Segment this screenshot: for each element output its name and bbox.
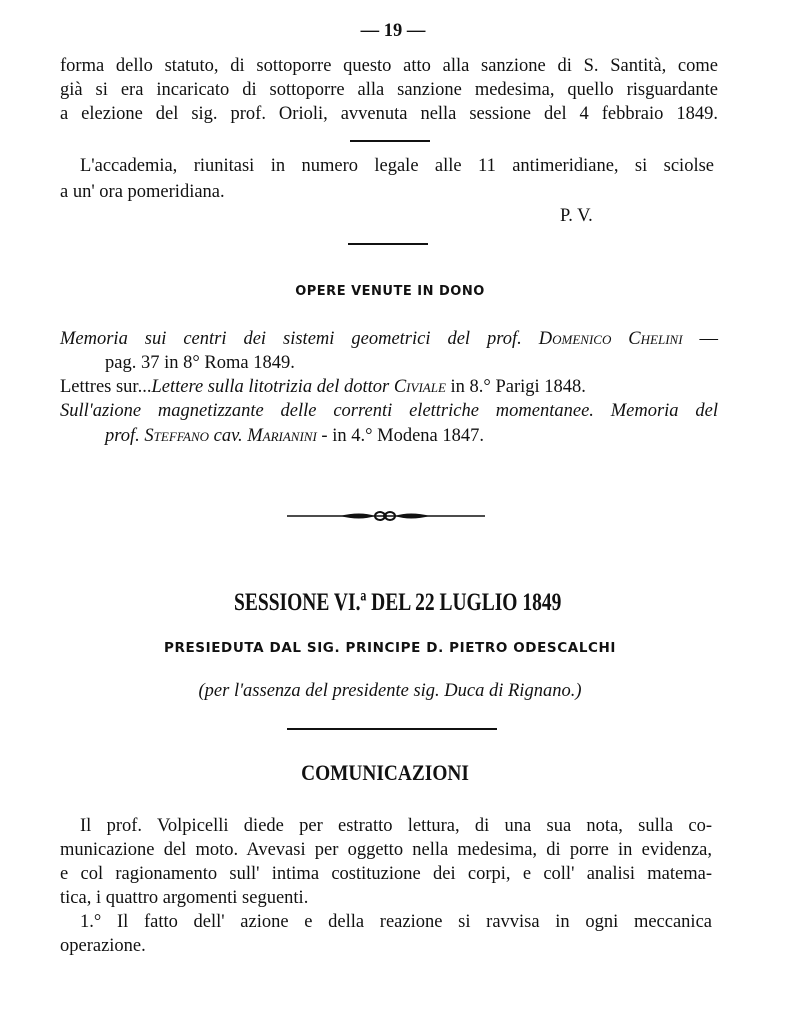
divider: [350, 140, 430, 142]
page-number: — 19 —: [360, 21, 426, 41]
gift-author: Civiale: [393, 377, 446, 397]
gift-title: Memoria sui centri dei sistemi geometrici del prof.: [60, 329, 522, 349]
intro-line: già si era incaricato di sottoporre alla sanzione medesima, quello risguardante: [60, 80, 718, 100]
divider: [348, 243, 428, 245]
closing-line: a un' ora pomeridiana.: [60, 182, 225, 202]
gift-cav: cav.: [213, 426, 243, 446]
body-line: 1.° Il fatto dell' azione e della reazione si ravvisa in ogni meccanica: [80, 912, 712, 932]
gift-entry-1: [60, 328, 718, 350]
ornament-divider: [285, 508, 487, 524]
intro-line: a elezione del sig. prof. Orioli, avvenuta nella sessione del 4 febbraio 1849.: [60, 104, 718, 124]
gift-details: - in 4.° Modena 1847.: [316, 426, 484, 446]
gift-author: Steffano: [144, 426, 210, 446]
body-line: tica, i quattro argomenti seguenti.: [60, 888, 309, 908]
gift-prof: prof.: [105, 426, 140, 446]
body-line: Il prof. Volpicelli diede per estratto lettura, di una sua nota, sulla co-: [80, 816, 712, 836]
divider: [287, 728, 497, 730]
gifts-heading: OPERE VENUTE IN DONO: [295, 284, 485, 299]
closing-line: L'accademia, riunitasi in numero legale alle 11 antimeridiane, si sciolse: [80, 156, 714, 176]
gift-author: Marianini: [247, 426, 317, 446]
gift-author: Domenico Chelini: [538, 329, 683, 349]
body-line: municazione del moto. Avevasi per oggetto nella medesima, di porre in evidenza,: [60, 840, 712, 860]
section-heading: COMUNICAZIONI: [301, 760, 469, 785]
gift-prefix: Lettres sur...: [60, 377, 152, 397]
signature: P. V.: [560, 206, 593, 226]
gift-details: in 8.° Parigi 1848.: [445, 377, 586, 397]
session-note: (per l'assenza del presidente sig. Duca di Rignano.): [198, 681, 582, 701]
session-president: PRESIEDUTA DAL SIG. PRINCIPE D. PIETRO ODESCALCHI: [163, 640, 617, 656]
session-title: SESSIONE VI.ª DEL 22 LUGLIO 1849: [234, 589, 562, 616]
gift-dash: —: [682, 329, 719, 349]
gift-entry-3-details: [105, 425, 484, 447]
intro-line: forma dello statuto, di sottoporre questo atto alla sanzione di S. Santità, come: [60, 56, 718, 76]
gift-title: Sull'azione magnetizzante delle correnti elettriche momentanee. Memoria del: [60, 401, 718, 421]
body-line: e col ragionamento sull' intima costituzione dei corpi, e coll' analisi matema-: [60, 864, 712, 884]
body-line: operazione.: [60, 936, 146, 956]
gift-title: Lettere sulla litotrizia del dottor: [151, 377, 390, 397]
gift-details: pag. 37 in 8° Roma 1849.: [105, 353, 295, 373]
gift-entry-2: [60, 376, 718, 398]
